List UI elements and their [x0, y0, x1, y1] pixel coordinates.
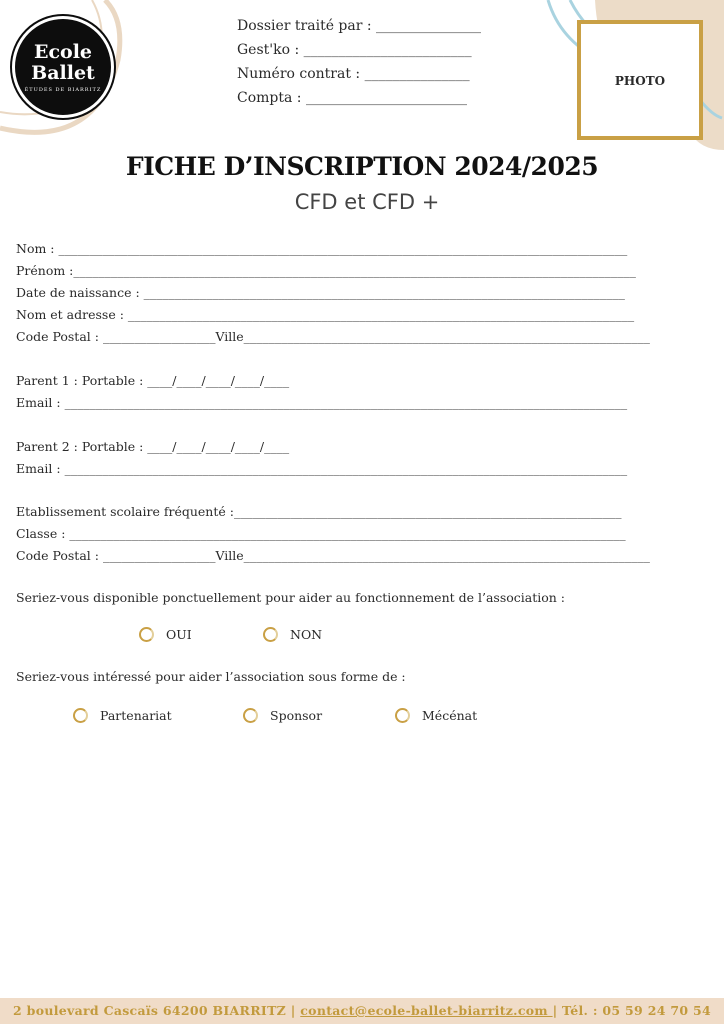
option-sponsor[interactable] — [243, 708, 322, 723]
logo-line-3: ÉTUDES DE BIARRITZ — [24, 87, 102, 93]
nom-field[interactable]: Nom : ___________________________________________________________________________________________ — [16, 242, 628, 256]
admin-gestko-field[interactable]: Gest'ko : ________________________ — [237, 42, 472, 58]
form-subtitle: CFD et CFD + — [294, 190, 440, 214]
footer-email-link[interactable]: contact@ecole-ballet-biarritz.com — [300, 1003, 553, 1018]
option-sponsor-label: Sponsor — [270, 708, 323, 723]
question-interet: Seriez-vous intéressé pour aider l’association sous forme de : — [16, 669, 406, 684]
logo-line-1: Ecole — [33, 41, 93, 63]
option-mecenat[interactable] — [395, 708, 477, 723]
radio-circle-icon[interactable] — [139, 627, 154, 642]
option-oui-label: OUI — [166, 627, 192, 642]
form-title: FICHE D’INSCRIPTION 2024/2025 — [125, 152, 599, 181]
date-naissance-field[interactable]: Date de naissance : _____________________________________________________________________________ — [16, 286, 625, 300]
admin-compta-field[interactable]: Compta : _______________________ — [237, 90, 467, 106]
code-postal-ville-2-field[interactable]: Code Postal : __________________Ville_________________________________________________________________ — [16, 549, 650, 563]
option-non[interactable] — [263, 627, 322, 642]
option-partenariat[interactable] — [73, 708, 172, 723]
photo-box[interactable] — [577, 20, 703, 140]
logo-line-2: Ballet — [31, 62, 95, 84]
option-partenariat-label: Partenariat — [100, 708, 172, 723]
footer-address: 2 boulevard Cascaïs 64200 BIARRITZ | — [13, 1003, 301, 1018]
prenom-field[interactable]: Prénom :__________________________________________________________________________________________ — [16, 264, 636, 278]
footer-bar — [0, 998, 724, 1024]
parent1-portable-field[interactable]: Parent 1 : Portable : ____/____/____/____/____ — [16, 374, 290, 388]
parent2-email-field[interactable]: Email : __________________________________________________________________________________________ — [16, 462, 628, 476]
question-disponibilite: Seriez-vous disponible ponctuellement pour aider au fonctionnement de l’association : — [16, 590, 565, 605]
photo-label: PHOTO — [614, 74, 666, 88]
parent1-email-field[interactable]: Email : __________________________________________________________________________________________ — [16, 396, 628, 410]
option-non-label: NON — [290, 627, 323, 642]
admin-contrat-field[interactable]: Numéro contrat : _______________ — [237, 66, 470, 82]
option-oui[interactable] — [139, 627, 192, 642]
option-mecenat-label: Mécénat — [422, 708, 478, 723]
code-postal-ville-field[interactable]: Code Postal : __________________Ville_________________________________________________________________ — [16, 330, 650, 344]
school-logo — [12, 16, 114, 118]
radio-circle-icon[interactable] — [263, 627, 278, 642]
radio-circle-icon[interactable] — [73, 708, 88, 723]
radio-circle-icon[interactable] — [395, 708, 410, 723]
etablissement-field[interactable]: Etablissement scolaire fréquenté :______________________________________________________________ — [16, 505, 622, 519]
adresse-field[interactable]: Nom et adresse : _________________________________________________________________________________ — [16, 308, 635, 322]
footer-phone: | Tél. : 05 59 24 70 54 — [552, 1003, 711, 1018]
classe-field[interactable]: Classe : _________________________________________________________________________________________ — [16, 527, 626, 541]
radio-circle-icon[interactable] — [243, 708, 258, 723]
admin-dossier-field[interactable]: Dossier traité par : _______________ — [237, 18, 482, 34]
parent2-portable-field[interactable]: Parent 2 : Portable : ____/____/____/____/____ — [16, 440, 290, 454]
